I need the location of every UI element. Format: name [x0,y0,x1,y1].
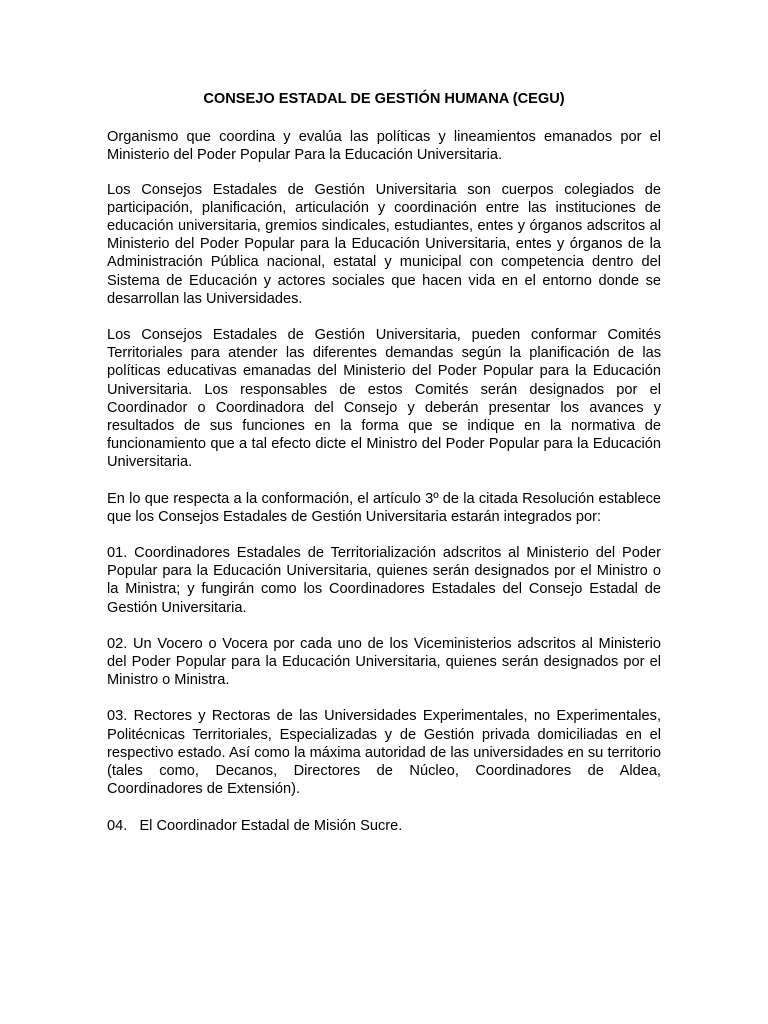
paragraph-composition: En lo que respecta a la conformación, el artículo 3º de la citada Resolución establece que los Consejos Estadales de Gestión Universitaria estarán integrados por: [107,490,661,525]
list-item-02: 02. Un Vocero o Vocera por cada uno de los Viceministerios adscritos al Ministerio del Poder Popular para la Educación Universitaria, quienes serán designados por el Ministro o Ministra. [107,635,661,689]
paragraph-intro: Organismo que coordina y evalúa las políticas y lineamientos emanados por el Ministerio del Poder Popular Para la Educación Universitaria. [107,129,661,164]
paragraph-committees: Los Consejos Estadales de Gestión Universitaria, pueden conformar Comités Territoriales para atender las diferentes demandas según la planificación de las políticas educativas emanadas del Ministerio del Poder Popular para la Educación Universitaria. Los responsables de estos Comités serán designados por el Coordinador o Coordinadora del Consejo y deberán presentar los avances y resultados de sus funciones en la forma que se indique en la normativa de funcionamiento que a tal efecto dicte el Ministro del Poder Popular para la Educación Universitaria. [107,327,661,471]
paragraph-definition: Los Consejos Estadales de Gestión Universitaria son cuerpos colegiados de participación, planificación, articulación y coordinación entre las instituciones de educación universitaria, gremios sindicales, estudiantes, entes y órganos adscritos al Ministerio del Poder Popular para la Educación Universitaria, entes y órganos de la Administración Pública nacional, estatal y municipal con competencia dentro del Sistema de Educación y actores sociales que hacen vida en el entorno donde se desarrollan las Universidades. [107,181,661,307]
list-item-01: 01. Coordinadores Estadales de Territorialización adscritos al Ministerio del Poder Popular para la Educación Universitaria, quienes serán designados por el Ministro o la Ministra; y fungirán como los Coordinadores Estadales del Consejo Estadal de Gestión Universitaria. [107,545,661,616]
list-item-03: 03. Rectores y Rectoras de las Universidades Experimentales, no Experimentales, Politécnicas Territoriales, Especializadas y de Gestión privada domiciliadas en el respectivo estado. Así como la máxima autoridad de las universidades en su territorio (tales como, Decanos, Directores de Núcleo, Coordinadores de Aldea, Coordinadores de Extensión). [107,708,661,798]
document-title: CONSEJO ESTADAL DE GESTIÓN HUMANA (CEGU) [203,91,565,107]
document-page [107,90,661,853]
list-item-04: 04. El Coordinador Estadal de Misión Sucre. [107,817,403,834]
